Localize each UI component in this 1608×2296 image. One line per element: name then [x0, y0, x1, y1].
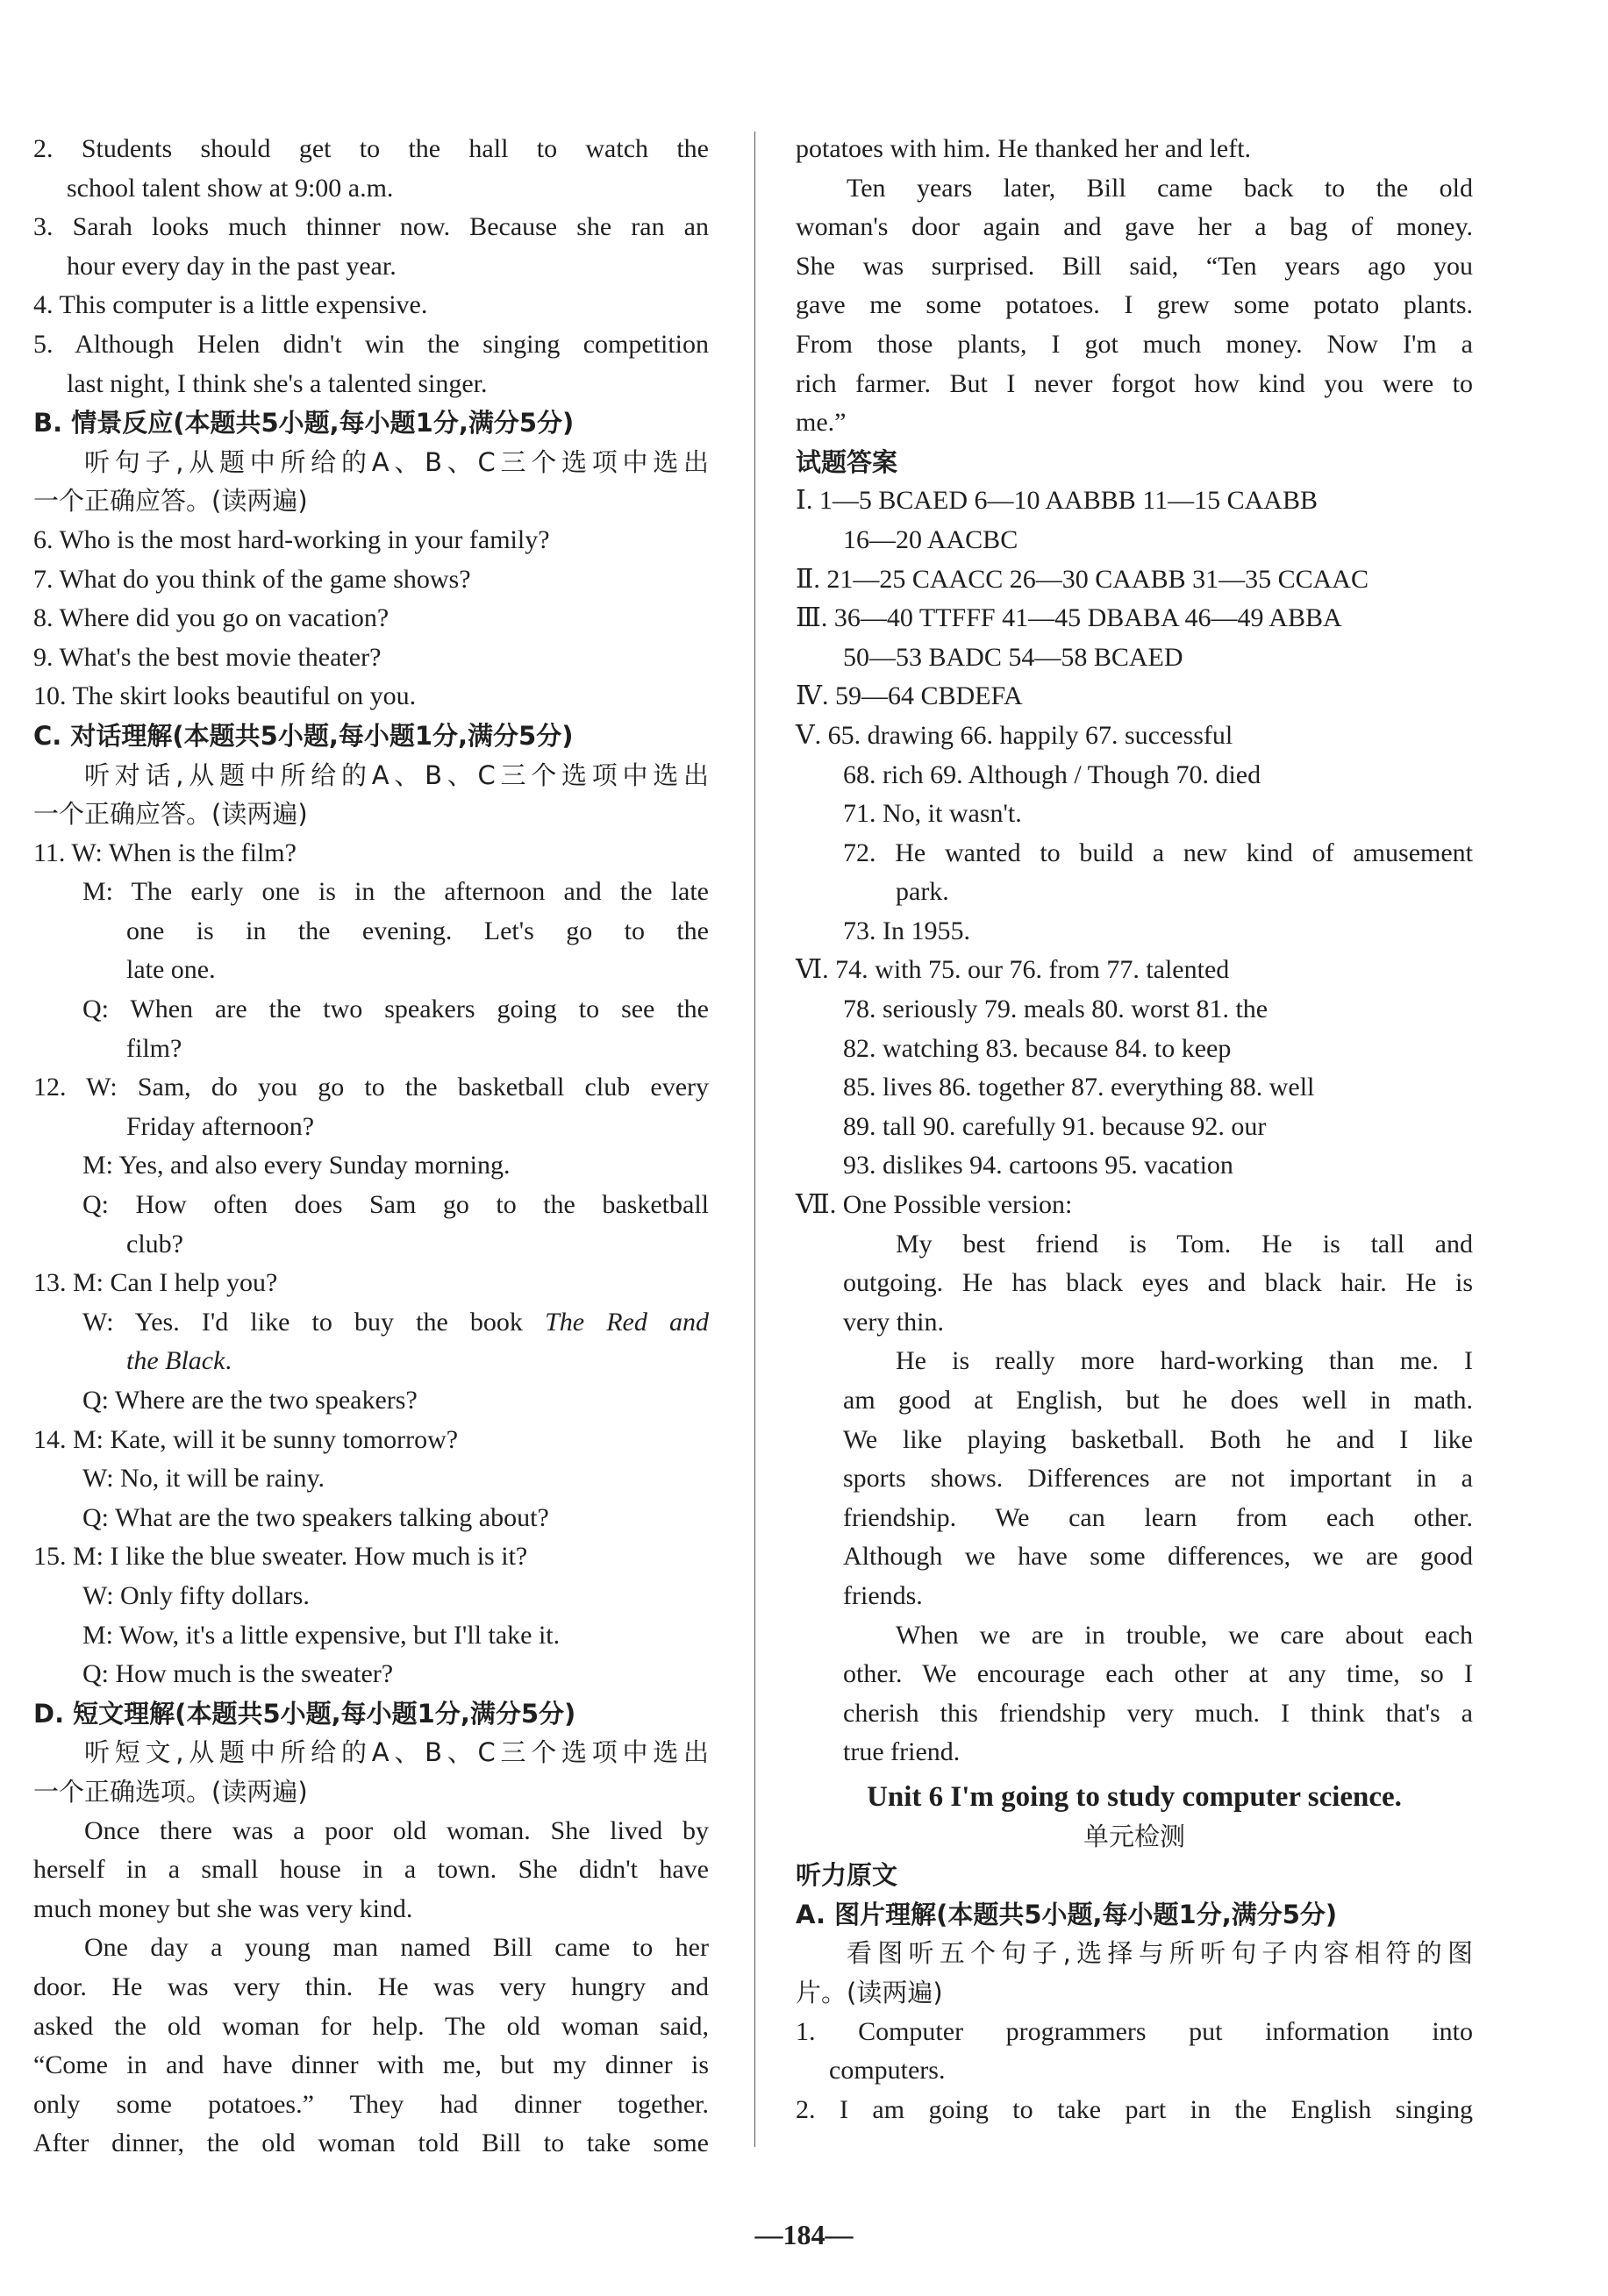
right-column-line: 听力原文	[796, 1860, 898, 1891]
right-column-line: Ⅶ. One Possible version:	[796, 1190, 1073, 1220]
right-column-line: Ⅵ. 74. with 75. our 76. from 77. talented	[796, 955, 1230, 985]
right-column-line: When we are in trouble, we care about each	[896, 1620, 1473, 1650]
left-column-line: 听句子,从题中所给的A、B、C三个选项中选出	[84, 446, 709, 477]
left-column-line: 3. Sarah looks much thinner now. Because she ran an	[33, 212, 709, 242]
left-column-line: D. 短文理解(本题共5小题,每小题1分,满分5分)	[33, 1698, 576, 1729]
right-column-line: 1. Computer programmers put information into	[796, 2016, 1473, 2046]
left-column-line: film?	[126, 1033, 182, 1063]
left-column-line: Q: Where are the two speakers?	[82, 1386, 418, 1415]
left-column-line: only some potatoes.” They had dinner together.	[33, 2089, 709, 2119]
right-column-line: 68. rich 69. Although / Though 70. died	[843, 759, 1261, 789]
left-column-line: One day a young man named Bill came to her	[84, 1933, 709, 1963]
left-column-line: 2. Students should get to the hall to watch the	[33, 134, 709, 163]
left-column-line: school talent show at 9:00 a.m.	[67, 173, 394, 203]
right-column-line: 50—53 BADC 54—58 BCAED	[843, 642, 1183, 672]
left-column-line: Friday afternoon?	[126, 1111, 315, 1141]
right-column-line: Ten years later, Bill came back to the old	[847, 173, 1473, 203]
left-column-line: asked the old woman for help. The old woman said,	[33, 2011, 709, 2041]
right-column-line: 93. dislikes 94. cartoons 95. vacation	[843, 1151, 1233, 1180]
right-column-line: 单元检测	[1083, 1821, 1185, 1851]
right-column-line: 片。(读两遍)	[796, 1977, 943, 2007]
left-column-line: 15. M: I like the blue sweater. How much is it?	[33, 1542, 528, 1572]
left-column-line: 10. The skirt looks beautiful on you.	[33, 681, 417, 711]
left-column-line: Q: How much is the sweater?	[82, 1659, 394, 1689]
left-column-line: 11. W: When is the film?	[33, 838, 297, 867]
right-column-line: We like playing basketball. Both he and I like	[843, 1424, 1473, 1454]
right-column-line: friendship. We can learn from each other.	[843, 1502, 1473, 1532]
right-column-line: true friend.	[843, 1737, 961, 1767]
left-column-line: 6. Who is the most hard-working in your family?	[33, 524, 550, 554]
right-column-line: Ⅴ. 65. drawing 66. happily 67. successful	[796, 720, 1233, 750]
left-column-line: 7. What do you think of the game shows?	[33, 564, 471, 594]
right-column-line: Ⅲ. 36—40 TTFFF 41—45 DBABA 46—49 ABBA	[796, 603, 1342, 633]
right-column-line: 89. tall 90. carefully 91. because 92. our	[843, 1111, 1267, 1141]
left-column-line: W: Yes. I'd like to buy the book The Red and	[82, 1307, 709, 1337]
left-column-line: Q: When are the two speakers going to see the	[82, 995, 709, 1024]
right-column-line: computers.	[829, 2056, 946, 2086]
right-column-line: From those plants, I got much money. Now I'm a	[796, 329, 1473, 359]
left-column-line: Q: What are the two speakers talking about?	[82, 1502, 549, 1532]
right-column-line: cherish this friendship very much. I think that's a	[843, 1698, 1473, 1728]
left-column-line: 13. M: Can I help you?	[33, 1268, 278, 1298]
left-column-line: M: The early one is in the afternoon and the late	[82, 877, 709, 907]
left-column-line: last night, I think she's a talented singer.	[67, 368, 488, 398]
right-column-line: rich farmer. But I never forgot how kind you were to	[796, 368, 1473, 398]
left-column-line: W: Only fifty dollars.	[82, 1580, 310, 1610]
left-column-line: W: No, it will be rainy.	[82, 1464, 325, 1494]
left-column-line: late one.	[126, 955, 216, 985]
right-column-line: Ⅰ. 1—5 BCAED 6—10 AABBB 11—15 CAABB	[796, 486, 1318, 516]
right-column-line: me.”	[796, 408, 847, 438]
left-column-line: 12. W: Sam, do you go to the basketball club every	[33, 1073, 709, 1102]
right-column	[796, 130, 1473, 2129]
left-column-line: “Come in and have dinner with me, but my dinner is	[33, 2050, 709, 2080]
right-column-line: 82. watching 83. because 84. to keep	[843, 1033, 1232, 1063]
column-divider	[754, 132, 755, 2147]
right-column-line: She was surprised. Bill said, “Ten years ago you	[796, 251, 1473, 281]
left-column-line: hour every day in the past year.	[67, 251, 397, 281]
right-column-line: very thin.	[843, 1307, 944, 1337]
left-column-line: 8. Where did you go on vacation?	[33, 603, 389, 633]
right-column-line: sports shows. Differences are not important in a	[843, 1464, 1473, 1494]
right-column-line: 试题答案	[796, 446, 898, 477]
right-column-line: 73. In 1955.	[843, 916, 970, 945]
left-column-line: B. 情景反应(本题共5小题,每小题1分,满分5分)	[33, 408, 575, 439]
right-column-line: Ⅳ. 59—64 CBDEFA	[796, 681, 1023, 711]
page-number: —184—	[754, 2219, 854, 2250]
right-column-line: am good at English, but he does well in math.	[843, 1386, 1473, 1415]
left-column	[33, 130, 709, 2164]
left-column-line: 一个正确应答。(读两遍)	[33, 799, 308, 830]
right-column-line: He is really more hard-working than me. I	[896, 1346, 1473, 1376]
right-column-line: potatoes with him. He thanked her and left.	[796, 134, 1252, 163]
right-column-line: other. We encourage each other at any time, so I	[843, 1659, 1473, 1689]
right-column-line: 71. No, it wasn't.	[843, 799, 1022, 829]
left-column-line: M: Wow, it's a little expensive, but I'll take it.	[82, 1620, 561, 1650]
right-column-line: 16—20 AACBC	[843, 524, 1018, 554]
left-column-line: 14. M: Kate, will it be sunny tomorrow?	[33, 1424, 459, 1454]
right-column-line: 2. I am going to take part in the English singing	[796, 2094, 1473, 2124]
left-column-line: 听对话,从题中所给的A、B、C三个选项中选出	[84, 759, 709, 790]
right-column-line: park.	[896, 877, 949, 907]
left-column-line: M: Yes, and also every Sunday morning.	[82, 1151, 511, 1180]
left-column-line: door. He was very thin. He was very hungry and	[33, 1972, 709, 2001]
right-column-line: 78. seriously 79. meals 80. worst 81. the	[843, 995, 1269, 1024]
left-column-line: 4. This computer is a little expensive.	[33, 290, 428, 320]
right-column-line: 85. lives 86. together 87. everything 88. well	[843, 1073, 1315, 1102]
right-column-line: outgoing. He has black eyes and black hair. He is	[843, 1268, 1473, 1298]
left-column-line: Once there was a poor old woman. She lived by	[84, 1815, 709, 1845]
right-column-line: A. 图片理解(本题共5小题,每小题1分,满分5分)	[796, 1899, 1338, 1929]
left-column-line: club?	[126, 1229, 183, 1259]
right-column-line: friends.	[843, 1580, 923, 1610]
right-column-line: 72. He wanted to build a new kind of amusement	[843, 838, 1473, 867]
right-column-line: Unit 6 I'm going to study computer science.	[867, 1780, 1402, 1813]
left-column-line: Q: How often does Sam go to the basketball	[82, 1190, 709, 1220]
right-column-line: My best friend is Tom. He is tall and	[896, 1229, 1473, 1259]
left-column-line: 听短文,从题中所给的A、B、C三个选项中选出	[84, 1737, 709, 1768]
left-column-line: 9. What's the best movie theater?	[33, 642, 382, 672]
left-column-line: one is in the evening. Let's go to the	[126, 916, 709, 945]
left-column-line: much money but she was very kind.	[33, 1893, 413, 1923]
left-column-line: C. 对话理解(本题共5小题,每小题1分,满分5分)	[33, 720, 574, 751]
left-column-line: herself in a small house in a town. She didn't have	[33, 1855, 709, 1885]
right-column-line: 看图听五个句子,选择与所听句子内容相符的图	[847, 1938, 1473, 1969]
right-column-line: Although we have some differences, we are good	[843, 1542, 1473, 1572]
right-column-line: woman's door again and gave her a bag of money.	[796, 212, 1473, 242]
left-column-line: 一个正确选项。(读两遍)	[33, 1776, 308, 1807]
left-column-line: the Black.	[126, 1346, 232, 1376]
left-column-line: 一个正确应答。(读两遍)	[33, 486, 308, 517]
right-column-line: Ⅱ. 21—25 CAACC 26—30 CAABB 31—35 CCAAC	[796, 564, 1369, 594]
right-column-line: gave me some potatoes. I grew some potato plants.	[796, 290, 1473, 320]
left-column-line: After dinner, the old woman told Bill to take some	[33, 2128, 709, 2158]
left-column-line: 5. Although Helen didn't win the singing competition	[33, 329, 709, 359]
